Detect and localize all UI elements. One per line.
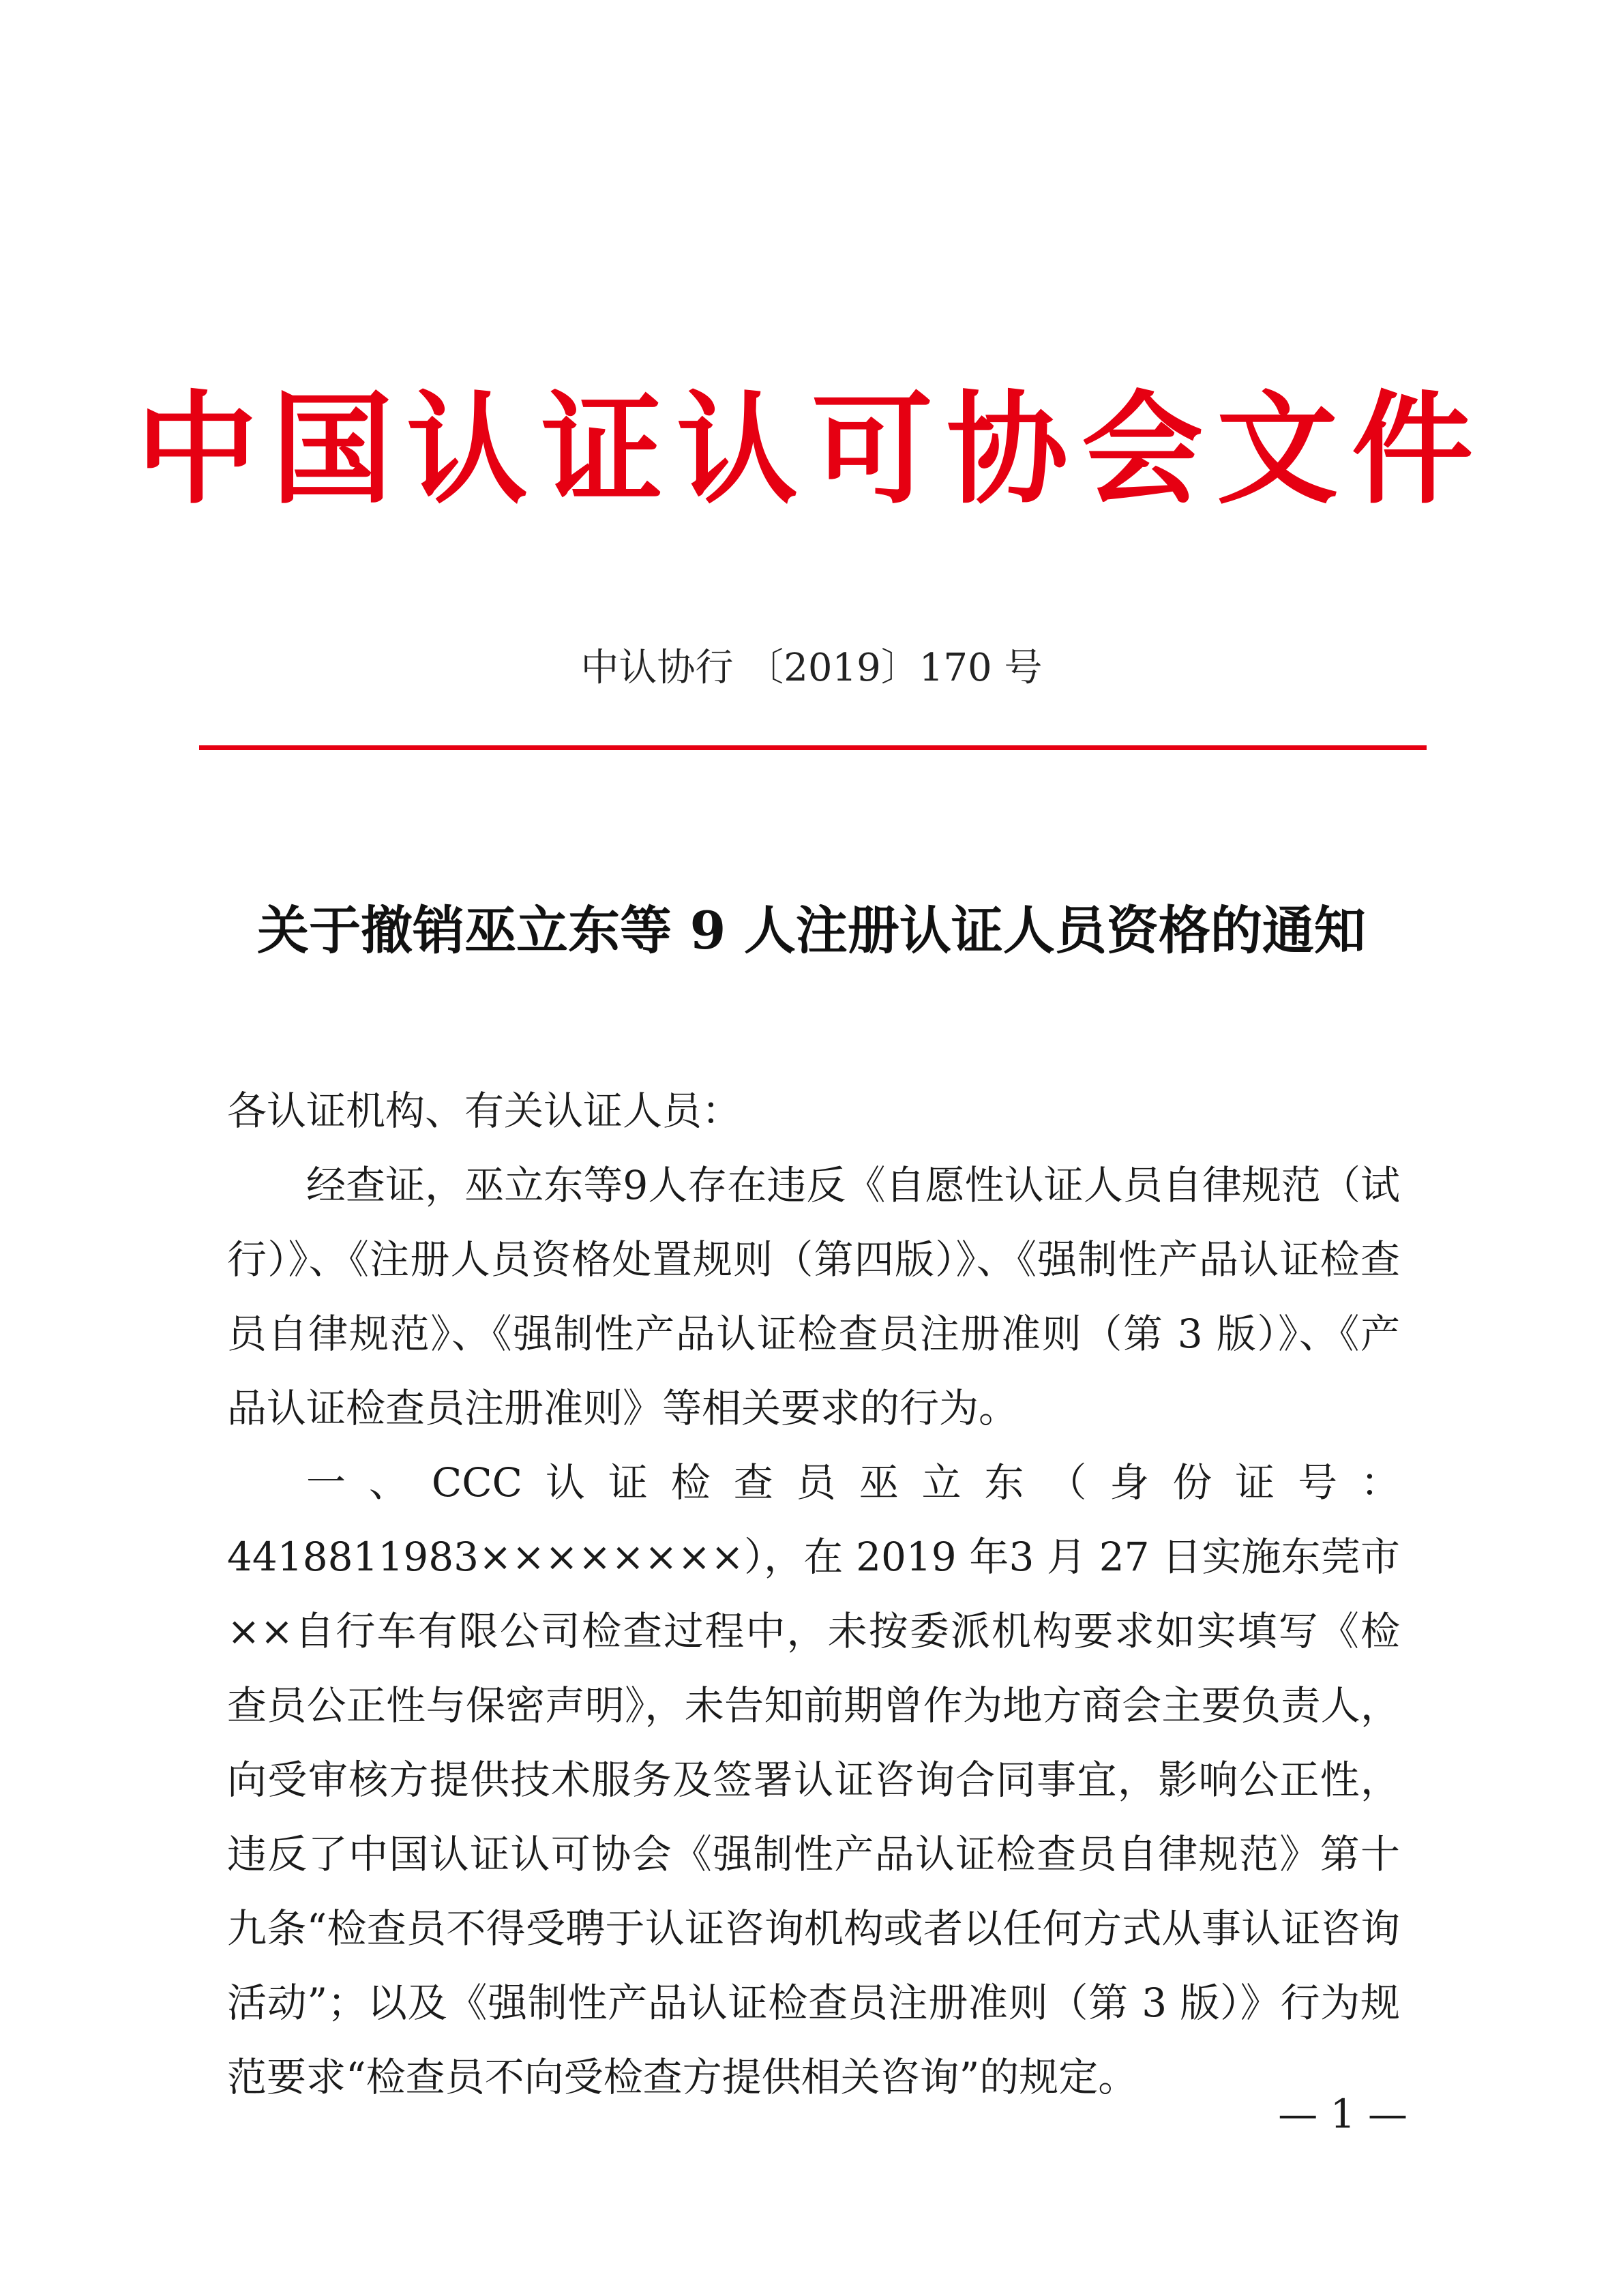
salutation: 各认证机构、有关认证人员：	[227, 1088, 742, 1134]
page-number: — 1 —	[1278, 2091, 1408, 2137]
body-paragraph: 一、CCC认证检查员巫立东（身份证号：4418811983××××××××），在 2019 年3 月 27 日实施东莞市××自行车有限公司检查过程中，未按委派机构要求如实填写《检查员公正性与保密声明》，未告知前期曾作为地方商会主要负责人，向受审核方提供技术服务及签署认证咨询合同事宜，影响公正性，违反了中国认证认可协会《强制性产品认证检查员自律规范》第十九条“检查员不得受聘于认证咨询机构或者以任何方式从事认证咨询活动”；以及《强制性产品认证检查员注册准则（第 3 版）》行为规范要求“检查员不向受检查方提供相关咨询”的规定。	[227, 1459, 1400, 2100]
body-paragraph: 经查证，巫立东等9人存在违反《自愿性认证人员自律规范（试行）》、《注册人员资格处置规则（第四版）》、《强制性产品认证检查员自律规范》、《强制性产品认证检查员注册准则（第 3 版）》、《产品认证检查员注册准则》等相关要求的行为。	[227, 1162, 1400, 1431]
notice-title: 关于撤销巫立东等 9 人注册认证人员资格的通知	[257, 900, 1366, 961]
document-header-title: 中国认证认可协会文件	[136, 379, 1487, 520]
document-number: 中认协行 〔2019〕170 号	[580, 646, 1043, 690]
header-divider	[199, 745, 1427, 750]
document-body	[227, 1074, 1400, 2115]
